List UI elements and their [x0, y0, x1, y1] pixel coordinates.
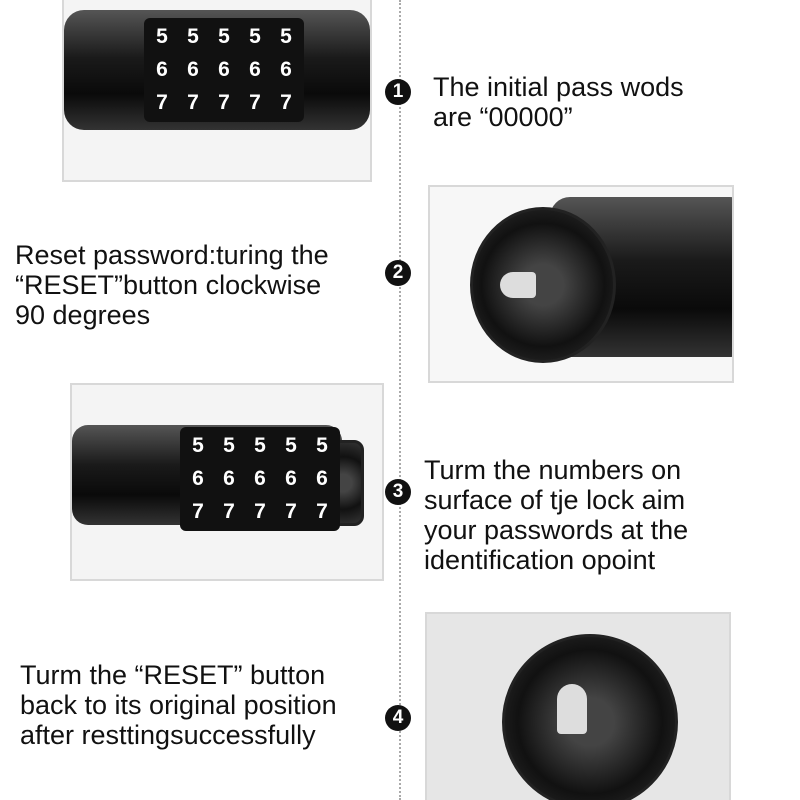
dial-digit: 7: [187, 91, 199, 114]
step-2-text: Reset password:turing the “RESET”button clockwise 90 degrees: [15, 240, 329, 330]
dial-digit: 5: [285, 434, 297, 457]
reset-button-photo: [428, 185, 734, 383]
keyhole: [500, 272, 536, 298]
dial-digit: 7: [192, 500, 204, 523]
step-3-text: Turm the numbers on surface of tje lock aim your passwords at the identification opoint: [424, 455, 689, 575]
step-1-text: The initial pass wods are “00000”: [433, 72, 684, 132]
dial-digit: 6: [285, 467, 297, 490]
lock-dials-photo-1: [62, 0, 372, 182]
dial-digit: 7: [254, 500, 266, 523]
dial-digit: 6: [156, 58, 168, 81]
dial-digit: 7: [316, 500, 328, 523]
reset-knob: [502, 634, 678, 800]
step-4-text: Turm the “RESET” button back to its original position after resttingsuccessfully: [20, 660, 337, 750]
step-1-badge: 1: [385, 79, 411, 105]
dial-digit: 5: [156, 25, 168, 48]
dial-digit: 5: [187, 25, 199, 48]
dotted-divider: [399, 0, 401, 800]
dial-digit: 5: [316, 434, 328, 457]
dial-digit: 6: [316, 467, 328, 490]
dial-digit: 6: [192, 467, 204, 490]
step-3-badge: 3: [385, 479, 411, 505]
dial-digit: 5: [223, 434, 235, 457]
dial-digit: 6: [249, 58, 261, 81]
combination-dials: [180, 427, 340, 531]
dial-digit: 6: [280, 58, 292, 81]
lock-dials-photo-2: [70, 383, 384, 581]
dial-digit: 5: [192, 434, 204, 457]
combination-dials: [144, 18, 304, 122]
step-2-badge: 2: [385, 260, 411, 286]
dial-digit: 5: [249, 25, 261, 48]
keyhole: [557, 684, 587, 734]
dial-digit: 7: [218, 91, 230, 114]
dial-digit: 6: [254, 467, 266, 490]
dial-digit: 7: [280, 91, 292, 114]
dial-digit: 7: [223, 500, 235, 523]
dial-digit: 6: [218, 58, 230, 81]
dial-digit: 6: [187, 58, 199, 81]
dial-digit: 5: [218, 25, 230, 48]
dial-digit: 7: [156, 91, 168, 114]
dial-digit: 5: [280, 25, 292, 48]
dial-digit: 6: [223, 467, 235, 490]
dial-digit: 7: [285, 500, 297, 523]
reset-return-photo: [425, 612, 731, 800]
step-4-badge: 4: [385, 705, 411, 731]
dial-digit: 5: [254, 434, 266, 457]
dial-digit: 7: [249, 91, 261, 114]
reset-knob: [470, 207, 616, 363]
